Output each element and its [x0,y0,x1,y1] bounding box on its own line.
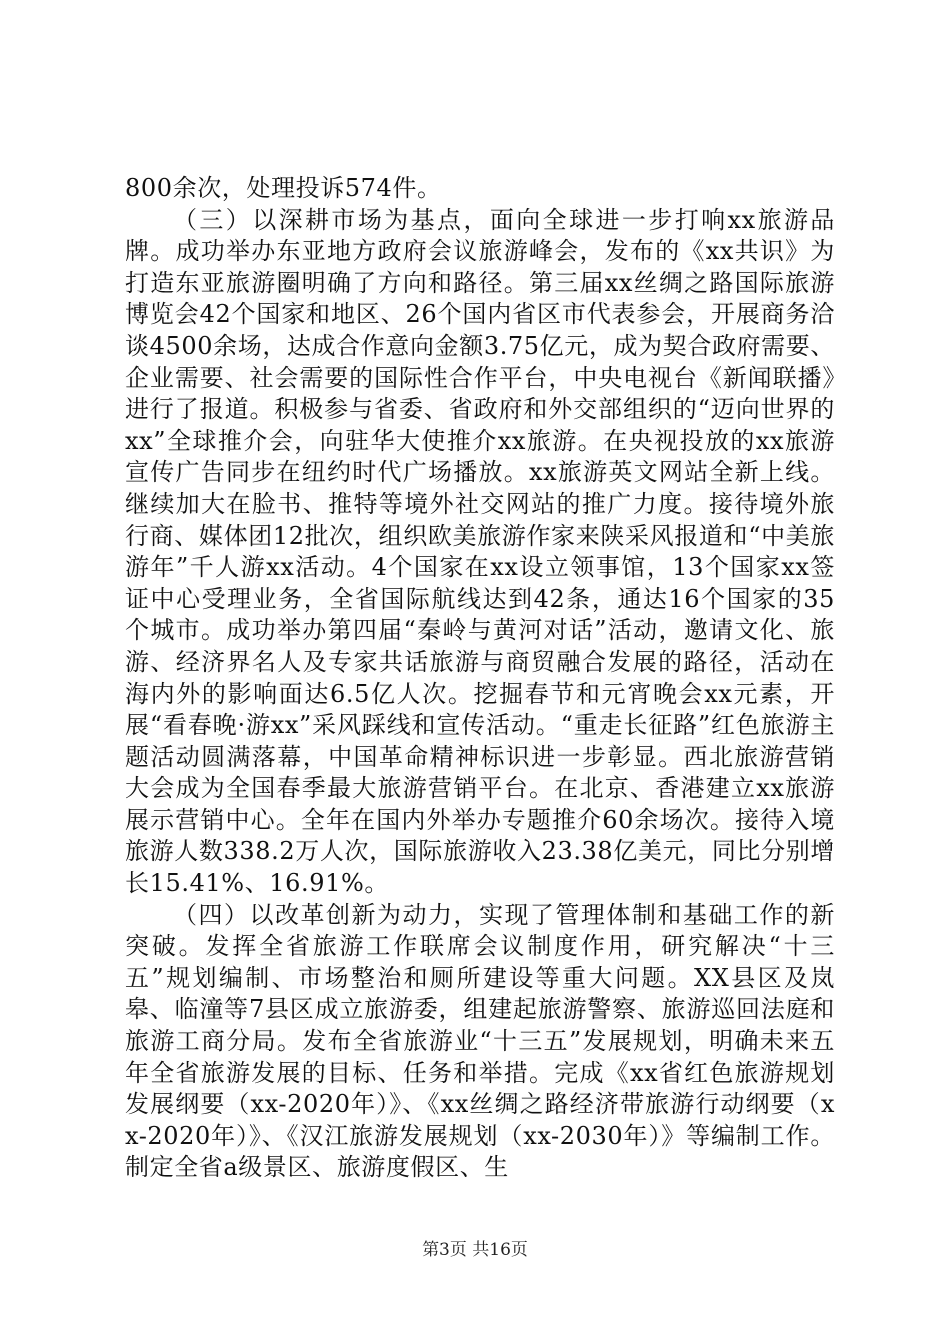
paragraph-continuation: 800余次，处理投诉574件。 [125,174,442,202]
page-number-footer: 第3页 共16页 [422,1240,528,1260]
paragraph-section-four: （四）以改革创新为动力，实现了管理体制和基础工作的新突破。发挥全省旅游工作联席会议制度作用，研究解决“十三五”规划编制、市场整治和厕所建设等重大问题。XX县区及岚皋、临潼等7县区成立旅游委，组建起旅游警察、旅游巡回法庭和旅游工商分局。发布全省旅游业“十三五”发展规划，明确未来五年全省旅游发展的目标、任务和举措。完成《xx省红色旅游规划发展纲要（xx-2020年）》、《xx丝绸之路经济带旅游行动纲要（xx-2020年）》、《汉江旅游发展规划（xx-2030年）》等编制工作。制定全省a级景区、旅游度假区、生 [125,900,835,1182]
document-body [125,173,835,1184]
paragraph-section-three: （三）以深耕市场为基点，面向全球进一步打响xx旅游品牌。成功举办东亚地方政府会议旅游峰会，发布的《xx共识》为打造东亚旅游圈明确了方向和路径。第三届xx丝绸之路国际旅游博览会42个国家和地区、26个国内省区市代表参会，开展商务洽谈4500余场，达成合作意向金额3.75亿元，成为契合政府需要、企业需要、社会需要的国际性合作平台，中央电视台《新闻联播》进行了报道。积极参与省委、省政府和外交部组织的“迈向世界的xx”全球推介会，向驻华大使推介xx旅游。在央视投放的xx旅游宣传广告同步在纽约时代广场播放。xx旅游英文网站全新上线。继续加大在脸书、推特等境外社交网站的推广力度。接待境外旅行商、媒体团12批次，组织欧美旅游作家来陕采风报道和“中美旅游年”千人游xx活动。4个国家在xx设立领事馆，13个国家xx签证中心受理业务，全省国际航线达到42条，通达16个国家的35个城市。成功举办第四届“秦岭与黄河对话”活动，邀请文化、旅游、经济界名人及专家共话旅游与商贸融合发展的路径，活动在海内外的影响面达6.5亿人次。挖掘春节和元宵晚会xx元素，开展“看春晚·游xx”采风踩线和宣传活动。“重走长征路”红色旅游主题活动圆满落幕，中国革命精神标识进一步彰显。西北旅游营销大会成为全国春季最大旅游营销平台。在北京、香港建立xx旅游展示营销中心。全年在国内外举办专题推介60余场次。接待入境旅游人数338.2万人次，国际旅游收入23.38亿美元，同比分别增长15.41%、16.91%。 [125,205,835,898]
